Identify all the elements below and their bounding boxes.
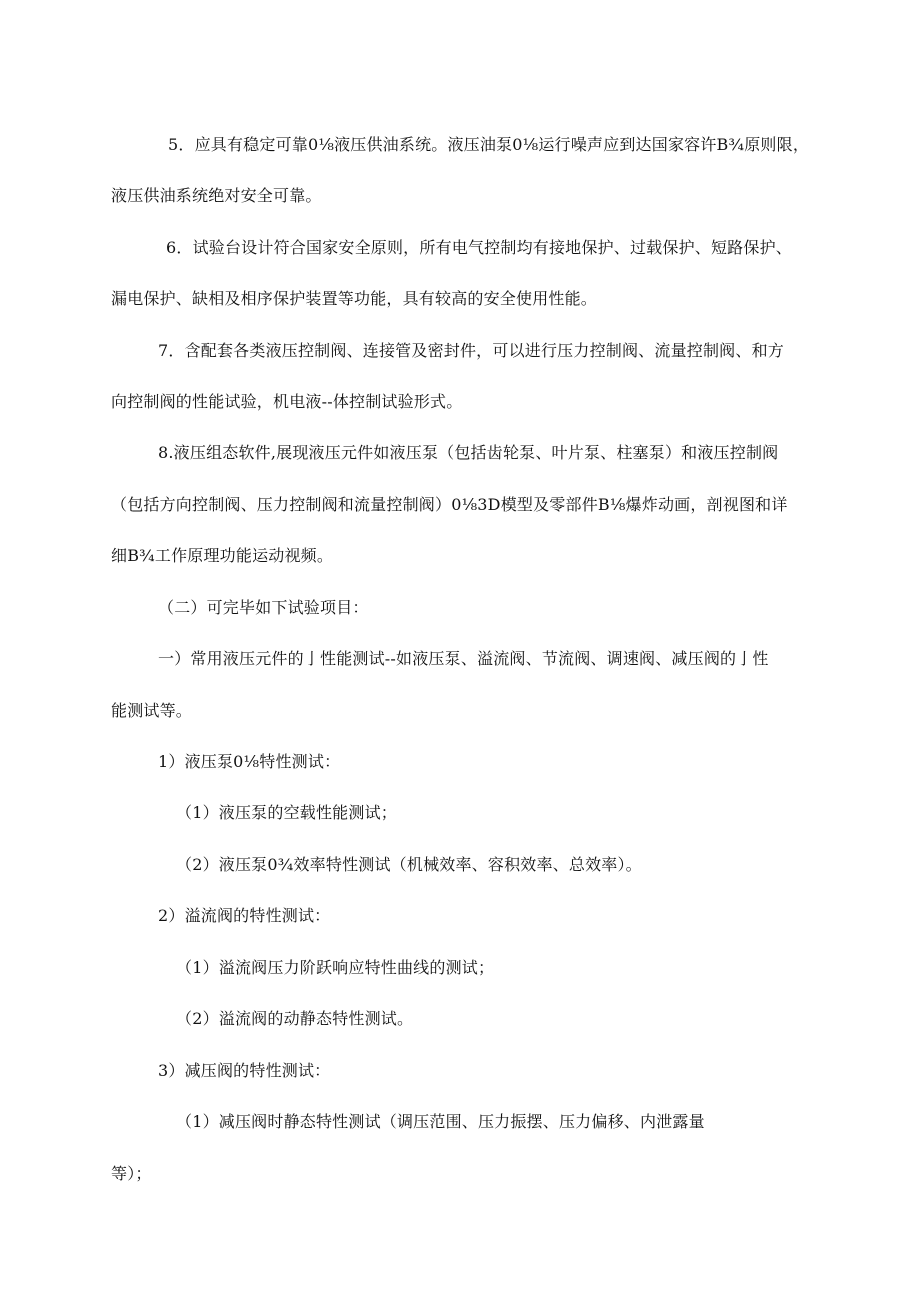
subitem-reducing-1-line-2: 等）；	[111, 1164, 152, 1183]
paragraph-6-line-1: 6．试验台设计符合国家安全原则，所有电气控制均有接地保护、过载保护、短路保护、	[166, 238, 792, 257]
item-1-line-2: 能测试等。	[111, 701, 193, 720]
subitem-relief-1: （1）溢流阀压力阶跃响应特性曲线的测试；	[176, 958, 495, 977]
subitem-reducing-heading: 3）减压阀的特性测试：	[158, 1061, 331, 1080]
subitem-pump-heading: 1）液压泵0⅛特性测试：	[158, 752, 341, 771]
paragraph-8-line-3: 细B¾工作原理功能运动视频。	[111, 546, 334, 565]
subitem-pump-1: （1）液压泵的空载性能测试；	[176, 803, 397, 822]
paragraph-7-line-2: 向控制阀的性能试验，机电液--体控制试验形式。	[111, 392, 463, 411]
paragraph-5-line-1: 5．应具有稳定可靠0⅛液压供油系统。液压油泵0⅛运行噪声应到达国家容许B¾原则限，	[168, 135, 810, 154]
paragraph-8-line-1: 8.液压组态软件,展现液压元件如液压泵（包括齿轮泵、叶片泵、柱塞泵）和液压控制阀	[158, 443, 779, 462]
paragraph-6-line-2: 漏电保护、缺相及相序保护装置等功能，具有较高的安全使用性能。	[111, 289, 598, 308]
item-1-line-1: 一）常用液压元件的亅性能测试--如液压泵、溢流阀、节流阀、调速阀、减压阀的亅性	[158, 649, 769, 668]
paragraph-7-line-1: 7．含配套各类液压控制阀、连接管及密封件，可以进行压力控制阀、流量控制阀、和方	[158, 341, 784, 360]
paragraph-5-line-2: 液压供油系统绝对安全可靠。	[111, 186, 322, 205]
subitem-relief-2: （2）溢流阀的动静态特性测试。	[176, 1009, 414, 1028]
subitem-reducing-1-line-1: （1）减压阀时静态特性测试（调压范围、压力振摆、压力偏移、内泄露量	[176, 1112, 705, 1131]
section-heading: （二）可完毕如下试验项目：	[158, 598, 369, 617]
subitem-relief-heading: 2）溢流阀的特性测试：	[158, 906, 331, 925]
subitem-pump-2: （2）液压泵0¾效率特性测试（机械效率、容积效率、总效率）。	[176, 855, 642, 874]
paragraph-8-line-2: （包括方向控制阀、压力控制阀和流量控制阀）0⅛3D模型及零部件B⅛爆炸动画，剖视图和详	[111, 495, 788, 514]
